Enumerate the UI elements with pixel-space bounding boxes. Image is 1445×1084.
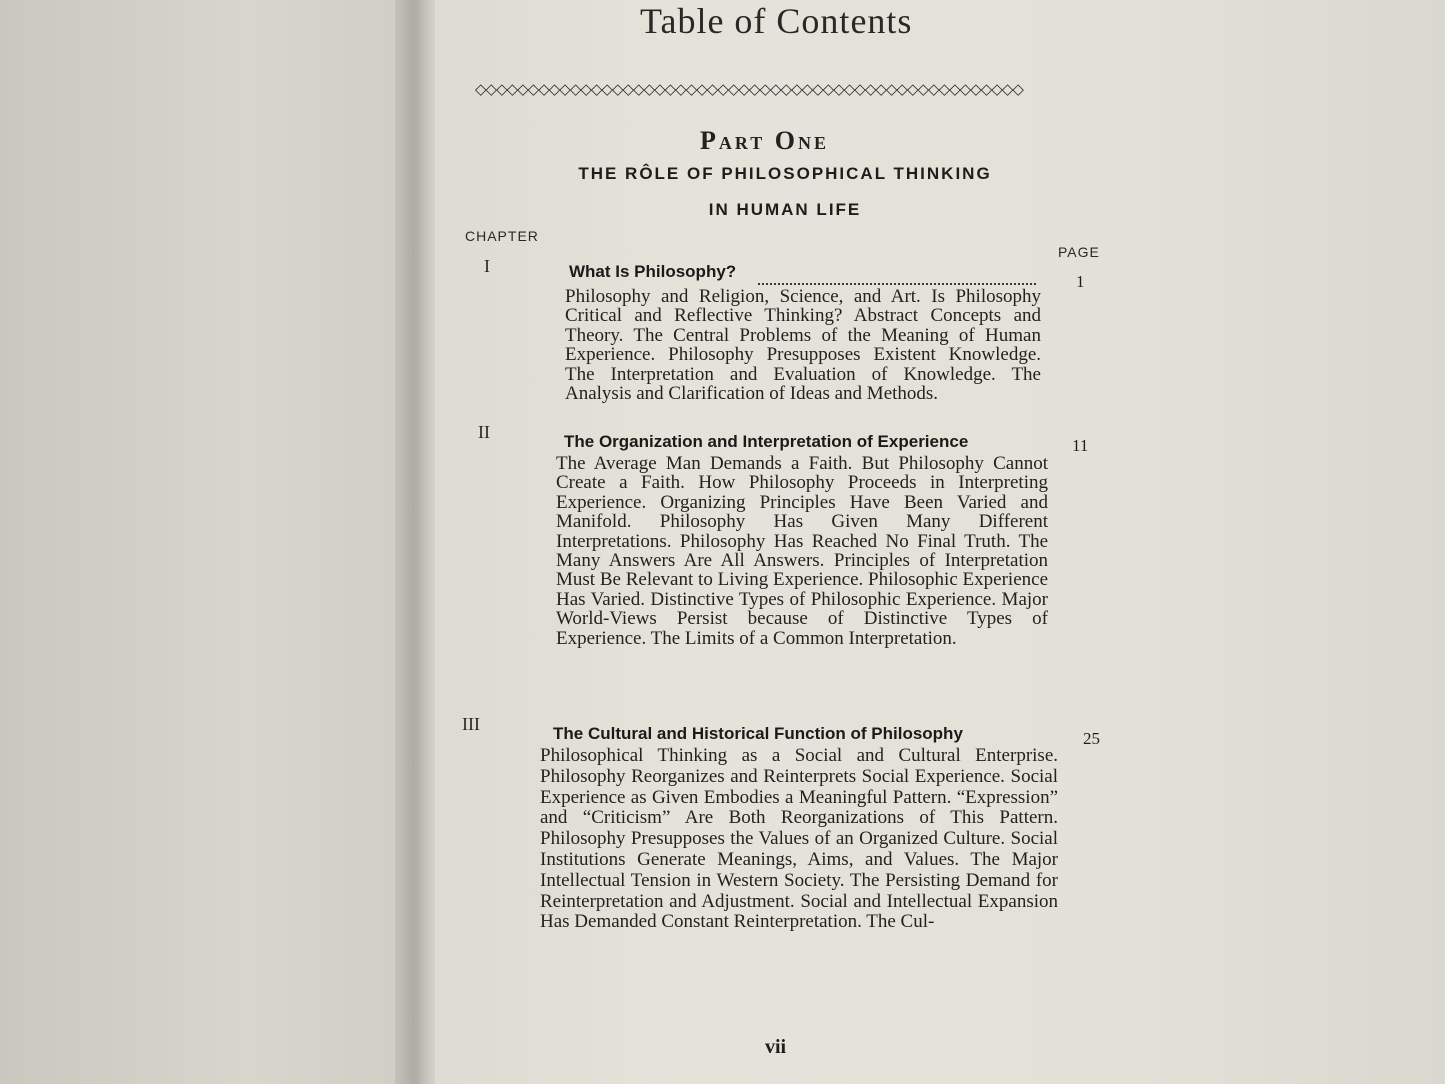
part-title-line-2: IN HUMAN LIFE [708,200,862,219]
chapter-numeral: II [478,422,490,442]
chapter-summary: Philosophical Thinking as a Social and Cultural Enterprise. Philosophy Reorganizes and Reinterprets Social Experience. Social Experience as Given Embodies a Meaningful Pattern. “Expression” and “Criticism” Are Both Reorganizations of This Pattern. Philosophy Presupposes the Values of an Organized Culture. Social Institutions Generate Meanings, Aims, and Values. The Major Intellectual Tension in Western Society. The Persisting Demand for Reinterpretation and Adjustment. Social and Intellectual Expansion Has Demanded Constant Reinterpretation. The Cul- [540,745,1058,933]
ornament-divider: ◇◇◇◇◇◇◇◇◇◇◇◇◇◇◇◇◇◇◇◇◇◇◇◇◇◇◇◇◇◇◇◇◇◇◇◇◇◇◇◇◇◇◇◇◇◇◇◇◇◇◇◇ [475,82,1023,98]
chapter-page-number: 25 [1083,729,1100,748]
chapter-column-header: CHAPTER [465,228,539,244]
chapter-numeral: III [462,714,480,734]
chapter-page-number: 1 [1076,272,1085,291]
page-column-header: PAGE [1058,244,1100,260]
chapter-page-number: 11 [1072,436,1089,455]
chapter-summary: Philosophy and Religion, Science, and Art. Is Philosophy Critical and Reflective Thinking? Abstract Concepts and Theory. The Central Problems of the Meaning of Human Experience. Philosophy Presupposes Existent Knowledge. The Interpretation and Evaluation of Knowledge. The Analysis and Clarification of Ideas and Methods. [565,286,1041,405]
left-page [0,0,415,1084]
chapter-title: The Cultural and Historical Function of Philosophy [553,724,963,743]
page-folio: vii [765,1036,787,1058]
part-heading: Part One [700,126,829,155]
chapter-title: What Is Philosophy? [569,262,737,281]
dot-leader [758,281,1036,285]
chapter-summary: The Average Man Demands a Faith. But Philosophy Cannot Create a Faith. How Philosophy Proceeds in Interpreting Experience. Organizing Principles Have Been Varied and Manifold. Philosophy Has Given Many Different Interpretations. Philosophy Has Reached No Final Truth. The Many Answers Are All Answers. Principles of Interpretation Must Be Relevant to Living Experience. Philosophic Experience Has Varied. Distinctive Types of Philosophic Experience. Major World-Views Persist because of Distinctive Types of Experience. The Limits of a Common Interpretation. [556,453,1048,649]
page-title: Table of Contents [640,1,913,41]
book-gutter [395,0,435,1084]
chapter-numeral: I [484,256,490,276]
chapter-title: The Organization and Interpretation of Experience [564,432,969,451]
part-title-line-1: THE RÔLE OF PHILOSOPHICAL THINKING [578,164,992,183]
